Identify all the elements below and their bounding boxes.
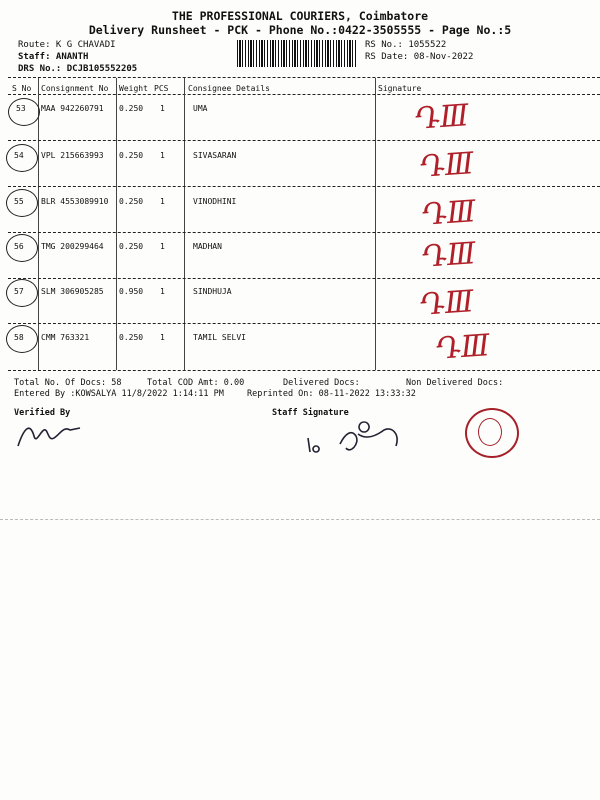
row-weight: 0.250 [119,242,144,251]
header-weight: Weight [119,84,148,93]
row-sno: 58 [14,333,24,342]
stamp-inner-ring [478,418,502,446]
barcode [237,40,357,67]
row-signature: ԴⅢ [413,98,470,137]
staff-signature-label: Staff Signature [272,408,349,418]
row-consignee: SIVASARAN [193,151,237,160]
row-consignee: UMA [193,104,208,113]
company-title: THE PROFESSIONAL COURIERS, Coimbatore [171,9,429,23]
row-weight: 0.250 [119,104,144,113]
row-consignee: VINODHINI [193,197,237,206]
row-sno: 53 [16,104,26,113]
entered-by: Entered By :KOWSALYA 11/8/2022 1:14:11 PM [14,389,224,399]
row-consignee: MADHAN [193,242,222,251]
route-label: Route: K G CHAVADI [18,40,116,50]
row-sno: 56 [14,242,24,251]
row-divider [8,278,600,279]
row-pcs: 1 [160,242,165,251]
header-bottom-rule [8,94,600,95]
row-pcs: 1 [160,151,165,160]
header-consignment: Consignment No [41,84,109,93]
runsheet-title: Delivery Runsheet - PCK - Phone No.:0422-3505555 - Page No.:5 [88,23,512,37]
table-top-rule [8,77,600,78]
row-sno: 55 [14,197,24,206]
row-pcs: 1 [160,333,165,342]
header-signature: Signature [378,84,422,93]
row-consignment: VPL 215663993 [41,151,104,160]
row-signature: ԴⅢ [420,194,477,233]
row-consignee: TAMIL SELVI [193,333,246,342]
delivered-docs: Delivered Docs: [283,378,360,388]
non-delivered-docs: Non Delivered Docs: [406,378,504,388]
drs-number: DRS No.: DCJB105552205 [18,64,138,74]
row-pcs: 1 [160,287,165,296]
row-sno: 57 [14,287,24,296]
row-divider [8,232,600,233]
col-divider [116,78,117,370]
row-consignment: SLM 306905285 [41,287,104,296]
reprinted-on: Reprinted On: 08-11-2022 13:33:32 [247,389,416,399]
row-consignment: CMM 763321 [41,333,90,342]
col-divider [38,78,39,370]
row-consignment: MAA 942260791 [41,104,104,113]
total-cod: Total COD Amt: 0.00 [147,378,245,388]
row-signature: ԴⅢ [418,284,475,323]
col-divider [375,78,376,370]
row-signature: ԴⅢ [418,146,475,185]
row-consignee: SINDHUJA [193,287,232,296]
scan-edge [0,519,600,520]
row-pcs: 1 [160,197,165,206]
verified-by-label: Verified By [14,408,71,418]
header-pcs: PCS [154,84,169,93]
col-divider [184,78,185,370]
row-weight: 0.950 [119,287,144,296]
staff-signature [300,414,420,460]
rs-date: RS Date: 08-Nov-2022 [365,52,474,62]
row-pcs: 1 [160,104,165,113]
row-divider [8,186,600,187]
row-consignment: TMG 200299464 [41,242,104,251]
row-weight: 0.250 [119,197,144,206]
header-consignee: Consignee Details [188,84,270,93]
table-bottom-rule [8,370,600,371]
total-docs: Total No. Of Docs: 58 [14,378,122,388]
row-signature: ԴⅢ [434,328,491,367]
verifier-signature [14,418,84,452]
row-divider [8,140,600,141]
row-weight: 0.250 [119,151,144,160]
row-consignment: BLR 4553089910 [41,197,109,206]
staff-label: Staff: ANANTH [18,52,89,62]
row-weight: 0.250 [119,333,144,342]
row-divider [8,323,600,324]
row-signature: ԴⅢ [420,236,477,275]
rs-number: RS No.: 1055522 [365,40,447,50]
header-sno: S No [12,84,32,93]
row-sno: 54 [14,151,24,160]
